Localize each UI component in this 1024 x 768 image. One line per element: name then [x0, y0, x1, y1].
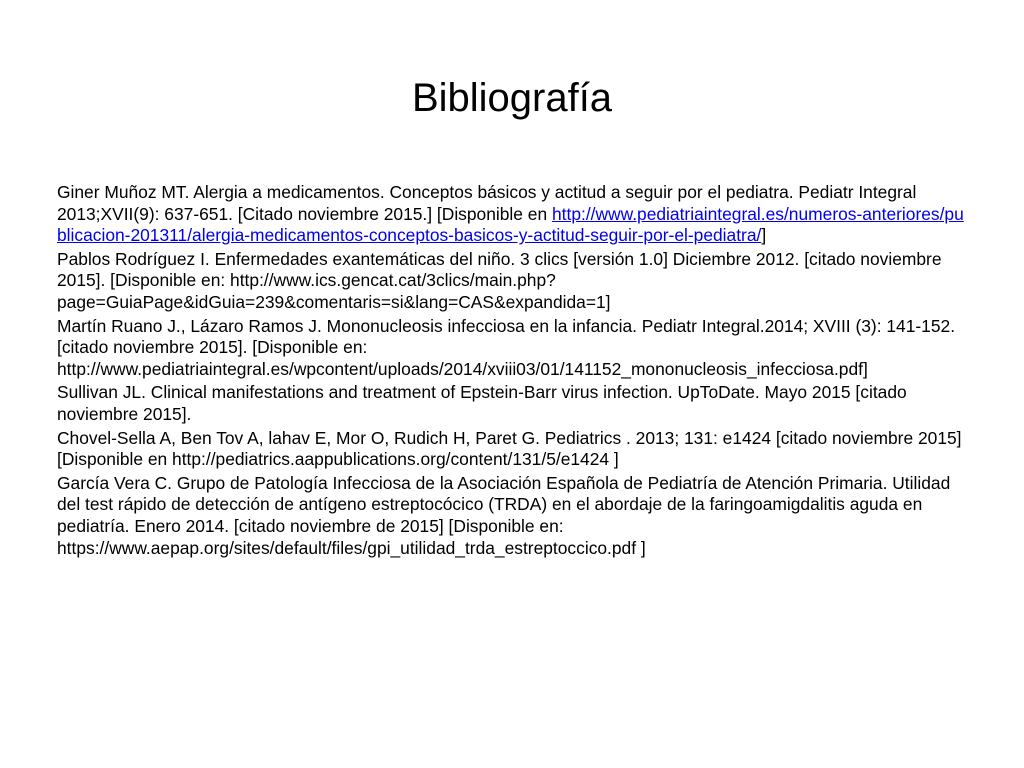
reference-item-3: [57, 316, 967, 381]
reference-2-text: Pablos Rodríguez I. Enfermedades exantemáticas del niño. 3 clics [versión 1.0] Diciembre 2012. [citado noviembre 2015]. [Disponible en: http://www.ics.gencat.cat/3clics/main.php?page=GuiaPage&idGuia=239&comentaris=si&lang=CAS&expandida=1]: [57, 248, 942, 312]
slide-title: Bibliografía: [411, 76, 613, 120]
reference-3-text: Martín Ruano J., Lázaro Ramos J. Mononucleosis infecciosa en la infancia. Pediatr Integral.2014; XVIII (3): 141-152. [citado noviembre 2015]. [Disponible en: http://www.pediatriaintegral.es/wpcontent/uploads/2014/xviii03/01/141152_mononucleosis_infecciosa.pdf]: [57, 315, 956, 379]
reference-item-2: [57, 249, 967, 314]
reference-4-text: Sullivan JL. Clinical manifestations and treatment of Epstein-Barr virus infection. UpToDate. Mayo 2015 [citado noviembre 2015].: [57, 382, 907, 424]
reference-item-6: [57, 473, 967, 559]
reference-1-link[interactable]: http://www.pediatriaintegral.es/numeros-anteriores/publicacion-201311/alergia-medicamentos-conceptos-basicos-y-actitud-seguir-por-el-pediatra/: [57, 203, 964, 246]
reference-5-text: Chovel-Sella A, Ben Tov A, lahav E, Mor O, Rudich H, Paret G. Pediatrics . 2013; 131: e1424 [citado noviembre 2015] [Disponible en http://pediatrics.aappublications.org/content/131/5/e1424 ]: [57, 427, 962, 470]
reference-1-after: ]: [761, 225, 767, 246]
reference-item-4: [57, 382, 967, 425]
reference-item-5: [57, 428, 967, 471]
reference-6-text: García Vera C. Grupo de Patología Infecciosa de la Asociación Española de Pediatría de Atención Primaria. Utilidad del test rápido de detección de antígeno estreptocócico (TRDA) en el abordaje de la faringoamigdalitis aguda en pediatría. Enero 2014. [citado noviembre de 2015] [Disponible en: https://www.aepap.org/sites/default/files/gpi_utilidad_trda_estreptoccico.pdf ]: [57, 472, 951, 558]
reference-item-1: [57, 182, 967, 247]
reference-list: [57, 182, 967, 561]
reference-1-text: Giner Muñoz MT. Alergia a medicamentos. Conceptos básicos y actitud a seguir por el pediatra. Pediatr Integral 2013;XVII(9): 637-651. [Citado noviembre 2015.] [Disponible en: [57, 182, 917, 224]
